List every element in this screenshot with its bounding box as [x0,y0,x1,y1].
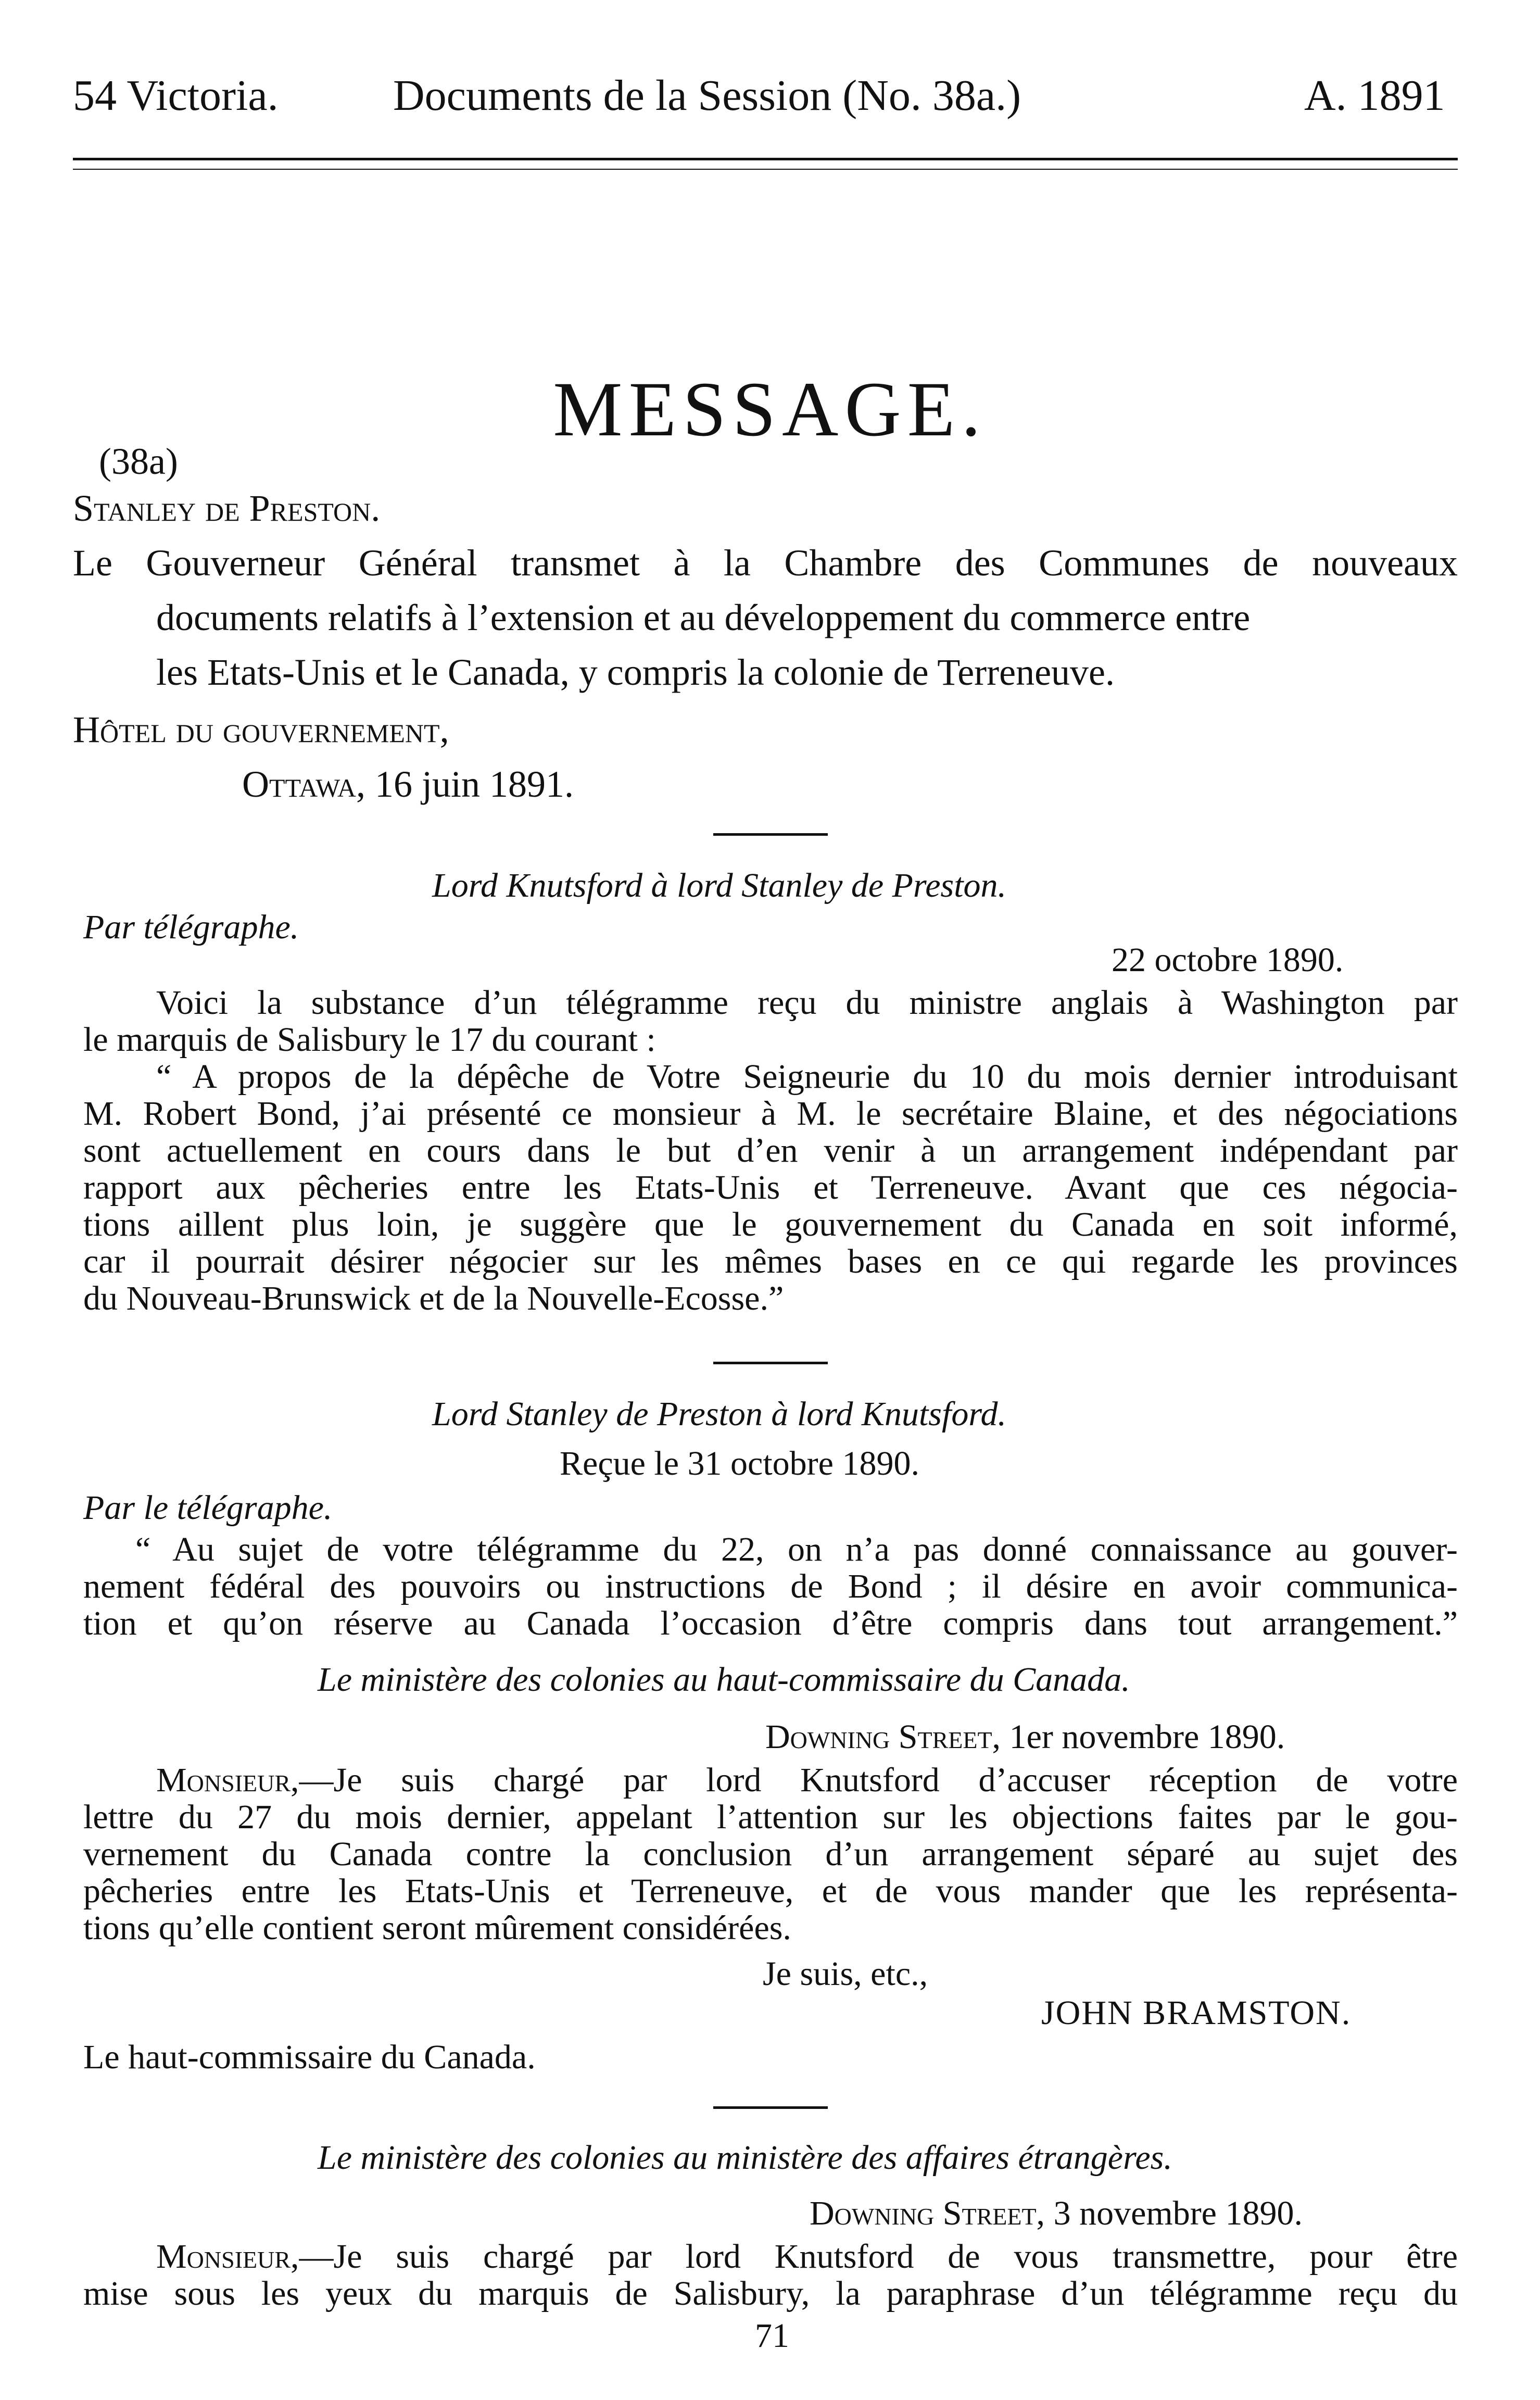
header-double-rule [73,158,1458,170]
signatory: Stanley de Preston. [73,487,381,529]
section2-line: nement fédéral des pouvoirs ou instructions de Bond ; il désire en avoir communica- [83,1567,1458,1605]
section3-signature: JOHN BRAMSTON. [1041,1994,1352,2032]
header-year: A. 1891 [1304,71,1445,120]
message-line-3: les Etats-Unis et le Canada, y compris la colonie de Terreneuve. [156,651,1115,693]
section1-line: rapport aux pêcheries entre les Etats-Unis et Terreneuve. Avant que ces négocia- [83,1168,1458,1207]
section-divider [713,2106,828,2109]
section4-salutation: Monsieur, [156,2238,299,2276]
section3-place: Downing Street, [765,1718,1001,1756]
section2-line: tion et qu’on réserve au Canada l’occasion d’être compris dans tout arrangement.” [83,1604,1458,1642]
section3-heading: Le ministère des colonies au haut-commissaire du Canada. [318,1661,1130,1699]
section-divider [713,833,828,836]
section2-via: Par le télégraphe. [83,1489,333,1527]
section1-line: car il pourrait désirer négocier sur les mêmes bases en ce qui regarde les provinces [83,1242,1458,1280]
section3-addressee: Le haut-commissaire du Canada. [83,2038,536,2076]
section1-line: M. Robert Bond, j’ai présenté ce monsieur à M. le secrétaire Blaine, et des négociations [83,1095,1458,1133]
message-line-2: documents relatifs à l’extension et au développement du commerce entre [156,597,1251,638]
section4-place-date [810,2195,1303,2232]
section1-date: 22 octobre 1890. [1112,941,1344,979]
section3-line: pêcheries entre les Etats-Unis et Terreneuve, et de vous mander que les représenta- [83,1872,1458,1910]
place-city-date [242,765,574,803]
section4-date: 3 novembre 1890. [1053,2194,1303,2232]
place-hotel: Hôtel du gouvernement, [73,709,449,750]
section1-line: “ A propos de la dépêche de Votre Seigneurie du 10 du mois dernier introduisant [156,1058,1458,1096]
section1-heading: Lord Knutsford à lord Stanley de Preston. [432,866,1007,904]
section3-date: 1er novembre 1890. [1009,1718,1285,1756]
section2-line: “ Au sujet de votre télégramme du 22, on n’a pas donné connaissance au gouver- [135,1530,1458,1568]
message-line-1: Le Gouverneur Général transmet à la Chambre des Communes de nouveaux [73,542,1458,584]
page-number: 71 [755,2317,789,2355]
section1-line: sont actuellement en cours dans le but d’en venir à un arrangement indépendant par [83,1132,1458,1170]
section1-line: du Nouveau-Brunswick et de la Nouvelle-Ecosse.” [83,1279,784,1317]
header-session-year: 54 Victoria. [73,71,279,120]
page-title: MESSAGE. [553,366,987,453]
section4-line: Monsieur,—Je suis chargé par lord Knutsford de vous transmettre, pour être [156,2238,1458,2276]
section2-heading: Lord Stanley de Preston à lord Knutsford. [432,1395,1007,1433]
section1-line: le marquis de Salisbury le 17 du courant : [83,1021,656,1059]
section1-via: Par télégraphe. [83,908,299,946]
section3-closing: Je suis, etc., [763,1955,928,1993]
section3-line: vernement du Canada contre la conclusion d’un arrangement séparé au sujet des [83,1835,1458,1873]
header-document-title: Documents de la Session (No. 38a.) [393,71,1021,120]
section4-place: Downing Street, [810,2194,1045,2232]
section3-line: Monsieur,—Je suis chargé par lord Knutsford d’accuser réception de votre [156,1761,1458,1799]
section3-salutation: Monsieur, [156,1761,299,1799]
section4-heading: Le ministère des colonies au ministère des affaires étrangères. [318,2139,1172,2177]
section1-line: Voici la substance d’un télégramme reçu du ministre anglais à Washington par [156,984,1458,1022]
place-city: Ottawa, [242,763,365,805]
section3-line: tions qu’elle contient seront mûrement considérées. [83,1909,791,1947]
section3-place-date [765,1718,1285,1755]
section2-received: Reçue le 31 octobre 1890. [560,1444,919,1482]
document-number: (38a) [99,441,178,482]
section1-line: tions aillent plus loin, je suggère que le gouvernement du Canada en soit informé, [83,1205,1458,1243]
section3-line: lettre du 27 du mois dernier, appelant l’attention sur les objections faites par le gou- [83,1798,1458,1836]
section4-line: mise sous les yeux du marquis de Salisbury, la paraphrase d’un télégramme reçu du [83,2275,1458,2313]
section-divider [713,1362,828,1364]
place-date: 16 juin 1891. [374,763,574,805]
